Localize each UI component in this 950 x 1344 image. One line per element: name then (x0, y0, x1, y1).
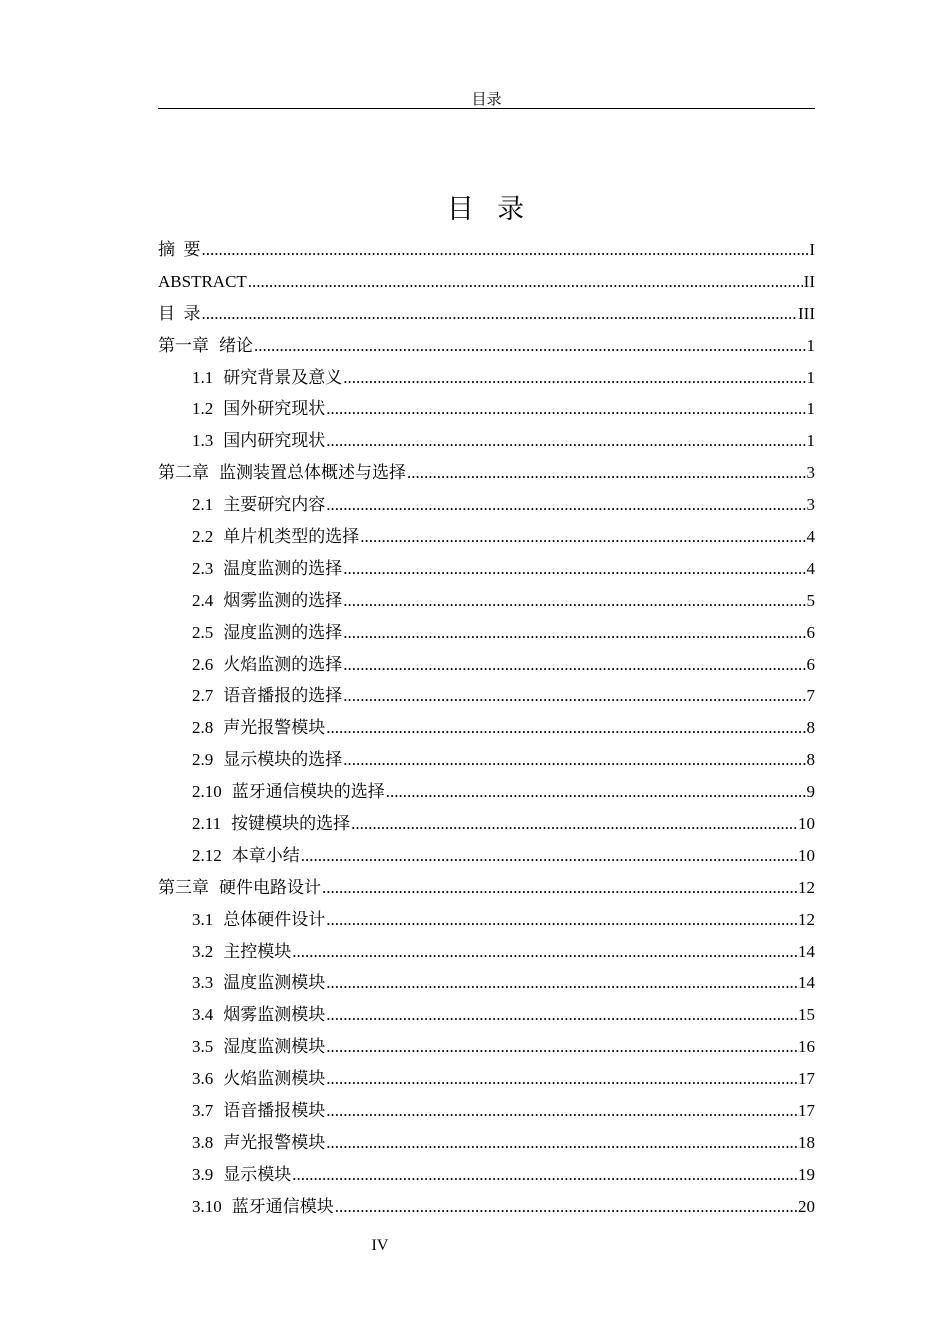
toc-entry[interactable] (158, 1191, 815, 1223)
toc-entry-page: 20 (798, 1196, 815, 1216)
dot-leader (326, 489, 805, 521)
toc-entry-label: 湿度监测的选择 (223, 622, 343, 642)
toc-entry-number: 3.10 (192, 1196, 222, 1216)
dot-leader (351, 808, 797, 840)
dot-leader (202, 298, 798, 330)
toc-entry-label: 硬件电路设计 (219, 877, 321, 897)
toc-entry-page: 12 (798, 909, 815, 929)
dot-leader (292, 936, 797, 968)
toc-entry[interactable] (158, 967, 815, 999)
toc-entry[interactable] (158, 1063, 815, 1095)
toc-entry-number: 第二章 (158, 463, 209, 483)
toc-entry-number: 2.4 (192, 590, 214, 610)
toc-entry[interactable] (158, 234, 815, 266)
toc-entry-page: 16 (798, 1037, 815, 1057)
toc-entry-page: III (798, 303, 815, 323)
dot-leader (386, 776, 806, 808)
dot-leader (326, 425, 805, 457)
toc-entry[interactable] (158, 553, 815, 585)
toc-entry[interactable] (158, 457, 815, 489)
toc-entry-label: 主要研究内容 (223, 495, 326, 515)
toc-entry[interactable] (158, 362, 815, 394)
toc-entry[interactable] (158, 840, 815, 872)
dot-leader (326, 1063, 797, 1095)
dot-leader (326, 967, 797, 999)
toc-entry[interactable] (158, 393, 815, 425)
toc-entry-number: 3.2 (192, 941, 214, 961)
dot-leader (343, 617, 805, 649)
toc-entry[interactable] (158, 744, 815, 776)
toc-entry-label: 国外研究现状 (223, 399, 326, 419)
toc-entry[interactable] (158, 808, 815, 840)
toc-entry-label: 烟雾监测的选择 (223, 590, 343, 610)
toc-entry[interactable] (158, 712, 815, 744)
toc-entry-label: 显示模块的选择 (223, 750, 343, 770)
toc-entry[interactable] (158, 521, 815, 553)
dot-leader (326, 904, 797, 936)
toc-entry-label: 目 录 (158, 303, 201, 323)
dot-leader (326, 1127, 797, 1159)
toc-entry-label: 火焰监测的选择 (223, 654, 343, 674)
toc-entry-number: 3.4 (192, 1005, 214, 1025)
toc-entry-label: 语音播报模块 (223, 1101, 326, 1121)
toc-entry-label: 按键模块的选择 (231, 814, 351, 834)
page-number: IV (371, 1237, 389, 1254)
toc-entry-number: 1.1 (192, 367, 214, 387)
toc-entry-label: 湿度监测模块 (223, 1037, 326, 1057)
toc-entry-label: 单片机类型的选择 (223, 527, 360, 547)
dot-leader (343, 680, 805, 712)
toc-entry[interactable] (158, 266, 815, 298)
header-rule (158, 108, 815, 109)
dot-leader (343, 649, 805, 681)
toc-entry-label: 温度监测的选择 (223, 558, 343, 578)
toc-entry[interactable] (158, 489, 815, 521)
toc-entry-number: 3.1 (192, 909, 214, 929)
toc-entry[interactable] (158, 680, 815, 712)
toc-entry-number: 第三章 (158, 877, 209, 897)
toc-entry-page: 1 (806, 431, 815, 451)
toc-entry[interactable] (158, 776, 815, 808)
toc-entry-number: 2.11 (192, 814, 222, 834)
dot-leader (326, 1095, 797, 1127)
toc-entry-page: 9 (806, 782, 815, 802)
toc-entry-number: 第一章 (158, 335, 209, 355)
toc-entry-page: 14 (798, 973, 815, 993)
toc-entry-label: 烟雾监测模块 (223, 1005, 326, 1025)
toc-list (158, 234, 815, 1223)
toc-entry-number: 3.5 (192, 1037, 214, 1057)
toc-entry-label: 声光报警模块 (223, 718, 326, 738)
toc-entry-label: 绪论 (219, 335, 253, 355)
toc-entry-label: 语音播报的选择 (223, 686, 343, 706)
dot-leader (326, 999, 797, 1031)
toc-entry-number: 1.2 (192, 399, 214, 419)
toc-entry-page: 17 (798, 1101, 815, 1121)
toc-entry-page: 6 (806, 622, 815, 642)
dot-leader (326, 712, 805, 744)
toc-entry[interactable] (158, 649, 815, 681)
toc-entry-label: 蓝牙通信模块的选择 (231, 782, 385, 802)
toc-entry-number: 2.5 (192, 622, 214, 642)
toc-entry[interactable] (158, 936, 815, 968)
toc-entry-page: I (809, 240, 815, 259)
toc-entry-page: 15 (798, 1005, 815, 1025)
toc-entry-page: 7 (806, 686, 815, 706)
toc-entry-label: 火焰监测模块 (223, 1069, 326, 1089)
dot-leader (326, 1031, 797, 1063)
dot-leader (301, 840, 797, 872)
dot-leader (343, 553, 805, 585)
toc-entry[interactable] (158, 1031, 815, 1063)
toc-entry-number: 2.1 (192, 495, 214, 515)
toc-entry-number: 3.7 (192, 1101, 214, 1121)
toc-entry-label: 监测装置总体概述与选择 (219, 463, 406, 483)
toc-entry-number: 3.6 (192, 1069, 214, 1089)
toc-entry-page: 1 (806, 367, 815, 387)
toc-entry-label: 声光报警模块 (223, 1132, 326, 1152)
toc-entry-label: 主控模块 (223, 941, 292, 961)
toc-entry-number: 2.7 (192, 686, 214, 706)
dot-leader (326, 393, 805, 425)
toc-entry-page: 10 (798, 845, 815, 865)
toc-entry-page: 8 (806, 750, 815, 770)
dot-leader (360, 521, 805, 553)
toc-entry[interactable] (158, 585, 815, 617)
toc-entry-label: 国内研究现状 (223, 431, 326, 451)
toc-entry-label: 温度监测模块 (223, 973, 326, 993)
toc-entry[interactable] (158, 298, 815, 330)
toc-entry-page: 1 (806, 335, 815, 355)
toc-entry-label: 显示模块 (223, 1164, 292, 1184)
toc-entry-number: 3.8 (192, 1132, 214, 1152)
toc-entry[interactable] (158, 904, 815, 936)
toc-entry-number: 2.9 (192, 750, 214, 770)
toc-entry-label: 摘 要 (158, 240, 201, 259)
toc-entry-page: 6 (806, 654, 815, 674)
dot-leader (343, 362, 805, 394)
toc-entry-label: 总体硬件设计 (223, 909, 326, 929)
toc-title: 目 录 (446, 194, 527, 225)
toc-entry[interactable] (158, 872, 815, 904)
toc-entry-number: 2.2 (192, 527, 214, 547)
toc-entry[interactable] (158, 1095, 815, 1127)
toc-entry-page: 17 (798, 1069, 815, 1089)
dot-leader (248, 266, 803, 298)
dot-leader (335, 1191, 797, 1223)
toc-entry-page: 18 (798, 1132, 815, 1152)
toc-entry-number: 2.8 (192, 718, 214, 738)
toc-entry-number: 1.3 (192, 431, 214, 451)
toc-entry-page: 8 (806, 718, 815, 738)
toc-entry-label: 蓝牙通信模块 (231, 1196, 334, 1216)
toc-entry-number: 2.12 (192, 845, 222, 865)
toc-entry[interactable] (158, 617, 815, 649)
toc-entry-label: ABSTRACT (158, 271, 247, 291)
toc-entry-page: 5 (806, 590, 815, 610)
toc-entry-label: 本章小结 (231, 845, 300, 865)
toc-entry-page: 3 (806, 463, 815, 483)
toc-entry-number: 3.9 (192, 1164, 214, 1184)
toc-entry-number: 2.6 (192, 654, 214, 674)
toc-entry-number: 2.3 (192, 558, 214, 578)
dot-leader (407, 457, 806, 489)
toc-entry-page: 4 (806, 558, 815, 578)
toc-entry-page: 4 (806, 527, 815, 547)
toc-entry-number: 3.3 (192, 973, 214, 993)
toc-entry[interactable] (158, 999, 815, 1031)
dot-leader (202, 234, 809, 266)
dot-leader (322, 872, 797, 904)
dot-leader (343, 585, 805, 617)
toc-entry-page: 1 (806, 399, 815, 419)
toc-entry[interactable] (158, 1159, 815, 1191)
toc-entry-page: 19 (798, 1164, 815, 1184)
toc-entry-number: 2.10 (192, 782, 222, 802)
toc-entry-page: 3 (806, 495, 815, 515)
toc-entry-page: 14 (798, 941, 815, 961)
toc-entry[interactable] (158, 330, 815, 362)
toc-entry-page: II (803, 271, 815, 291)
dot-leader (292, 1159, 797, 1191)
toc-entry-page: 12 (798, 877, 815, 897)
dot-leader (254, 330, 806, 362)
toc-entry[interactable] (158, 1127, 815, 1159)
toc-entry-page: 10 (798, 814, 815, 834)
running-header: 目录 (471, 92, 502, 108)
toc-entry[interactable] (158, 425, 815, 457)
toc-entry-label: 研究背景及意义 (223, 367, 343, 387)
dot-leader (343, 744, 805, 776)
